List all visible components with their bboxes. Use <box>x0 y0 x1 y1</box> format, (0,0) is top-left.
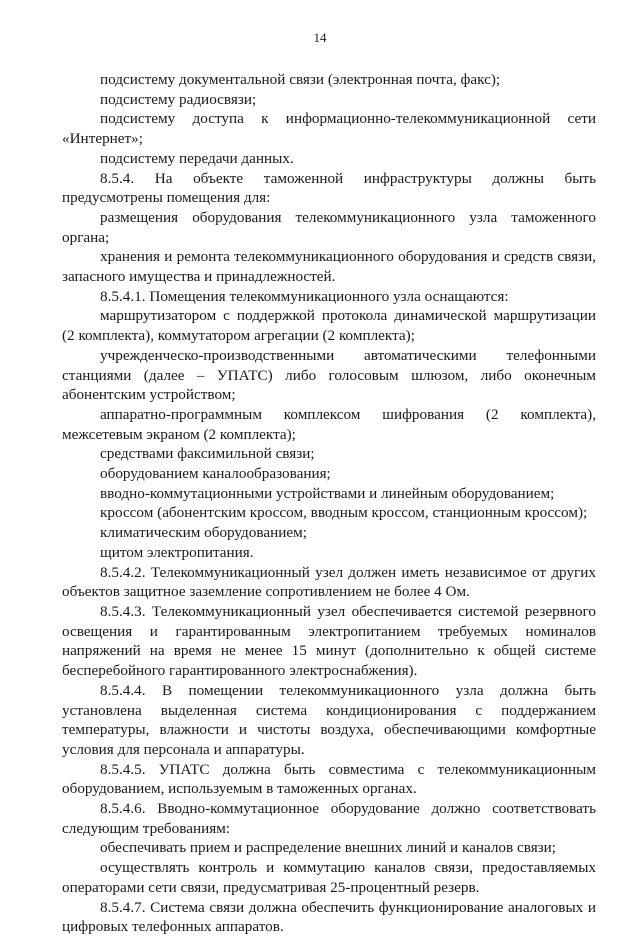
paragraph: вводно-коммутационными устройствами и линейным оборудованием; <box>100 484 555 502</box>
paragraph: 8.5.4. На объекте таможенной инфраструктуры должны быть предусмотрены помещения для: <box>62 169 596 207</box>
paragraph: 8.5.4.4. В помещении телекоммуникационного узла должна быть установлена выделенная система кондиционирования с поддержанием температуры, влажности и чистоты воздуха, обеспечивающими комфортные условия для персонала и аппаратуры. <box>62 681 596 758</box>
paragraph: щитом электропитания. <box>100 543 254 561</box>
paragraph: 8.5.4.3. Телекоммуникационный узел обеспечивается системой резервного освещения и гарантированным электропитанием требуемых номиналов напряжений на время не менее 15 минут (дополнительно к общей системе бесперебойного гарантированного электроснабжения). <box>62 602 596 680</box>
paragraph: обеспечивать прием и распределение внешних линий и каналов связи; <box>100 839 557 857</box>
paragraph: оборудованием каналообразования; <box>100 465 331 483</box>
paragraph: размещения оборудования телекоммуникационного узла таможенного органа; <box>62 208 596 246</box>
paragraph: 8.5.4.2. Телекоммуникационный узел должен иметь независимое от других объектов защитное заземление сопротивлением не более 4 Ом. <box>62 563 596 601</box>
paragraph: 8.5.4.5. УПАТС должна быть совместима с телекоммуникационным оборудованием, используемым в таможенных органах. <box>62 760 596 798</box>
paragraph: подсистему документальной связи (электронная почта, факс); <box>100 71 501 88</box>
paragraph: 8.5.4.1. Помещения телекоммуникационного узла оснащаются: <box>100 287 509 305</box>
paragraph: учрежденческо-производственными автоматическими телефонными станциями (далее – УПАТС) либо голосовым шлюзом, либо оконечным абонентским устройством; <box>62 346 596 404</box>
paragraph: маршрутизатором с поддержкой протокола динамической маршрутизации (2 комплекта), коммутатором агрегации (2 комплекта); <box>62 307 596 345</box>
paragraph: хранения и ремонта телекоммуникационного оборудования и средств связи, запасного имущества и принадлежностей. <box>62 248 596 286</box>
paragraph: климатическим оборудованием; <box>100 524 307 542</box>
paragraph: подсистему передачи данных. <box>100 149 294 167</box>
paragraph: аппаратно-программным комплексом шифрования (2 комплекта), межсетевым экраном (2 комплекта); <box>62 405 596 443</box>
paragraph: подсистему доступа к информационно-телекоммуникационной сети «Интернет»; <box>62 110 596 148</box>
paragraph: кроссом (абонентским кроссом, вводным кроссом, станционным кроссом); <box>100 504 588 522</box>
paragraph: осуществлять контроль и коммутацию каналов связи, предоставляемых операторами сети связи, предусматривая 25-процентный резерв. <box>62 859 596 896</box>
document-body <box>62 70 596 937</box>
page-number: 14 <box>313 30 327 45</box>
paragraph: средствами факсимильной связи; <box>100 445 315 463</box>
paragraph: 8.5.4.6. Вводно-коммутационное оборудование должно соответствовать следующим требованиям: <box>62 800 596 837</box>
paragraph: подсистему радиосвязи; <box>100 90 257 108</box>
paragraph: 8.5.4.7. Система связи должна обеспечить функционирование аналоговых и цифровых телефонных аппаратов. <box>62 898 596 936</box>
